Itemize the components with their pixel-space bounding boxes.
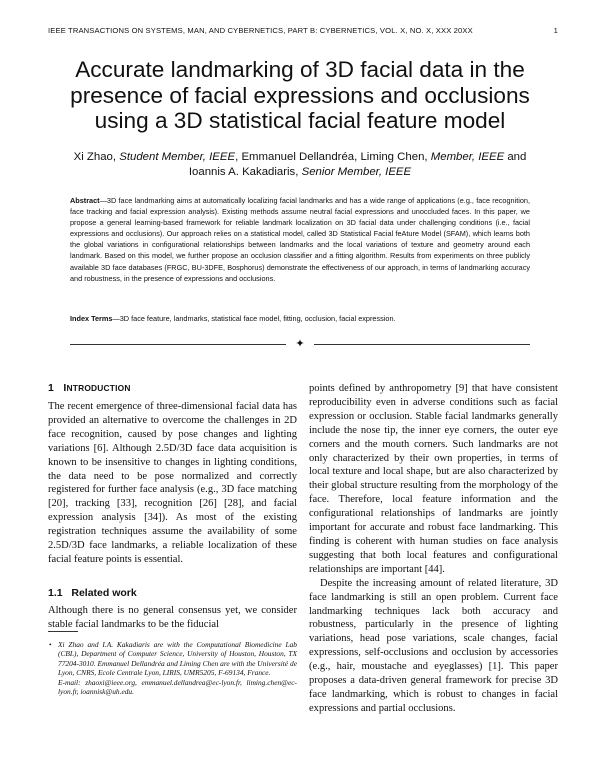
title-line: Accurate landmarking of 3D facial data in the <box>75 57 525 82</box>
author-line-2 <box>40 165 560 180</box>
abstract <box>70 195 530 284</box>
running-header <box>48 26 558 35</box>
author-conjunction: and <box>504 151 527 163</box>
right-paragraph-2: Despite the increasing amount of related literature, 3D face landmarking is still an open problem. Current face landmarking techniques lack both accuracy and robustness, particularly in the presence of lighting variations, head pose variations, scale changes, facial expressions, self-occlusions and occlusion by accessories (e.g., hair, moustache and eyeglasses) [1]. This paper proposes a data-driven general framework for precise 3D face landmarking, which is robust to changes in facial expressions and partial occlusions. <box>309 577 558 714</box>
affiliation-footnote <box>49 640 297 697</box>
bullet-icon: • <box>49 640 52 649</box>
right-paragraph-1: points defined by anthropometry [9] that have consistent reproducibility even in adverse conditions such as facial expression or occlusion. Stable facial landmarks generally include the nose tip, the inner eye corners, the outer eye corners and the mouth corners. Such landmarks are not only characterized by their own properties, in terms of local texture and local shape, but are also characterized by their global structure resulting from the morphology of the face. Therefore, local feature information and the configurational relationships of landmarks are jointly important for accurate and robust face landmarking. This finding is coherent with human studies on face analysis suggesting that both local features and configurational relationships are important [44]. <box>309 383 558 575</box>
abstract-text: —3D face landmarking aims at automatically localizing facial landmarks and has a wide range of applications (e.g., face recognition, face tracking and facial expression analysis). Existing methods assume neutral facial expressions and unoccluded faces. In this paper, we propose a general learning-based framework for reliable landmark localization on 3D facial data under challenging conditions (i.e., facial expressions and occlusions). Our approach relies on a statistical model, called 3D Statistical Facial feAture Model (SFAM), which learns both the global variations in configurational relationships between landmarks and the local variations of texture and geometry around each landmark. Based on this model, we further propose an occlusion classifier and a fitting algorithm. Results from experiments on three publicly available 3D face databases (FRGC, BU-3DFE, Bosphorus) demonstrate the effectiveness of our approach, in terms of landmarking accuracy and robustness, in the presence of expressions and occlusions. <box>70 196 530 283</box>
related-work-paragraph: Although there is no general consensus yet, we consider stable facial landmarks to be the fiducial <box>48 605 297 630</box>
footnote-rule <box>48 631 78 632</box>
subsection-number: 1.1 <box>48 587 63 599</box>
divider-line-right <box>314 344 530 345</box>
paper-title <box>40 57 560 134</box>
section-divider <box>70 339 530 351</box>
section-number: 1 <box>48 382 55 394</box>
author-list <box>40 150 560 181</box>
index-terms <box>70 313 530 324</box>
left-column <box>48 400 297 567</box>
footnote-email: E-mail: zhaoxi@ieee.org, emmanuel.dellandrea@ec-lyon.fr, liming.chen@ec-lyon.fr, ioannisk@uh.edu. <box>58 677 297 697</box>
diamond-icon: ✦ <box>295 338 305 350</box>
index-terms-text: —3D face feature, landmarks, statistical face model, fitting, occlusion, facial expression. <box>112 314 396 323</box>
page-number: 1 <box>553 26 558 35</box>
author-name: , Emmanuel Dellandréa, Liming Chen, <box>235 151 431 163</box>
journal-name: IEEE TRANSACTIONS ON SYSTEMS, MAN, AND CYBERNETICS, PART B: CYBERNETICS, VOL. X, NO. X, XXX 20XX <box>48 26 473 35</box>
author-line-1 <box>40 150 560 165</box>
intro-paragraph: The recent emergence of three-dimensional facial data has provided an alternative to overcome the challenges in 2D face recognition, caused by pose changes and lighting variations [6]. Although 2.5D/3D face data acquisition is known to be insensitive to changes in lighting conditions, the data need to be pose normalized and correctly registered for further face analysis (e.g., 3D face matching [20], tracking [33], recognition [26] [28], and facial expression analysis [34]). As most of the existing registration techniques assume the availability of some 2.5D/3D face landmarks, a reliable localization of these facial feature points is essential. <box>48 401 297 565</box>
footnote-affiliation-2: Emmanuel Dellandréa and Liming Chen are with the Université de Lyon, CNRS, Ecole Centrale Lyon, LIRIS, UMR5205, F-69134, France. <box>58 658 297 678</box>
title-line: presence of facial expressions and occlusions <box>70 82 530 108</box>
author-membership: Student Member, IEEE <box>119 151 236 163</box>
section-heading-introduction <box>48 382 131 394</box>
related-work-column <box>48 604 297 632</box>
divider-line-left <box>70 344 286 345</box>
author-membership: Senior Member, IEEE <box>301 166 412 179</box>
title-line: using a 3D statistical facial feature model <box>94 108 506 134</box>
index-terms-label: Index Terms <box>70 314 113 323</box>
author-name: Ioannis A. Kakadiaris, <box>188 166 302 179</box>
author-name: Xi Zhao, <box>73 151 120 163</box>
right-column <box>309 382 558 716</box>
abstract-label: Abstract <box>70 196 100 205</box>
section-title-initial: I <box>63 382 67 394</box>
subsection-title: Related work <box>71 587 137 599</box>
subsection-heading-related-work <box>48 587 137 599</box>
section-title-rest: NTRODUCTION <box>66 383 131 393</box>
footnote-affiliation-1: Xi Zhao and I.A. Kakadiaris are with the Computational Biomedicine Lab (CBL), Department of Computer Science, University of Houston, Houston, TX 77204-3010. <box>58 640 297 668</box>
author-membership: Member, IEEE <box>430 151 505 163</box>
